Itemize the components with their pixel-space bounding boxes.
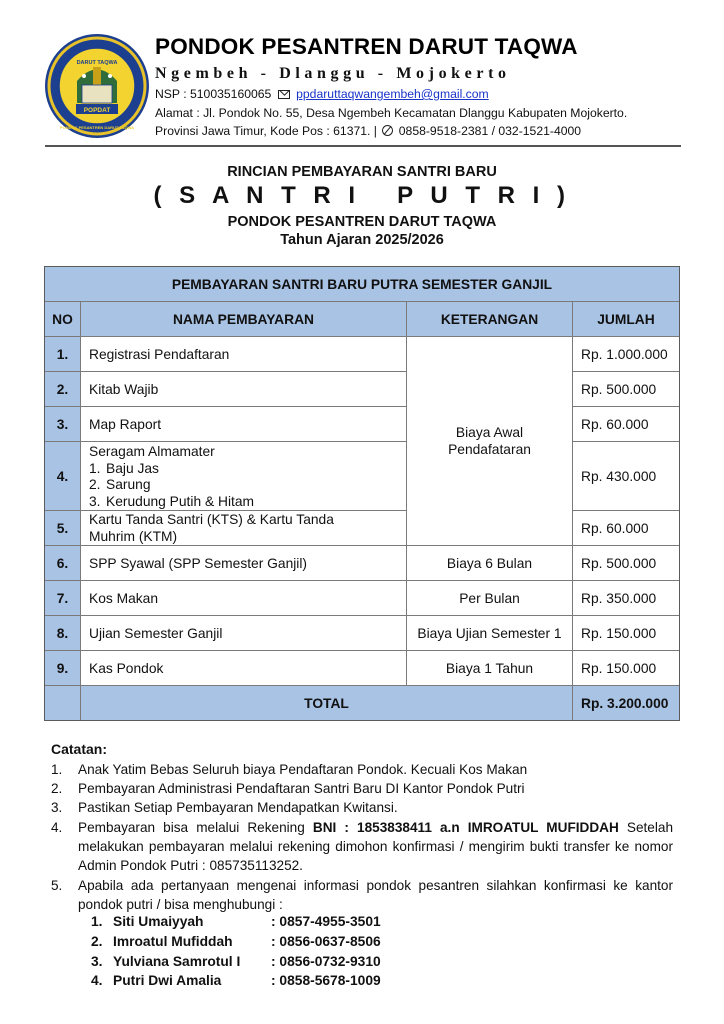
contact-person: 3. Yulviana Samrotul I : 0856-0732-9310: [91, 954, 381, 969]
row-name: Kartu Tanda Santri (KTS) & Kartu Tanda Muhrim (KTM): [81, 511, 407, 546]
doc-subtitle: ( S A N T R I P U T R I ): [153, 182, 571, 209]
row-number: 7.: [45, 581, 81, 616]
row-amount: Rp. 500.000: [573, 372, 679, 407]
notes-heading: Catatan:: [51, 741, 108, 757]
row-number: 9.: [45, 651, 81, 686]
row-name: Kos Makan: [81, 581, 407, 616]
table-banner: PEMBAYARAN SANTRI BARU PUTRA SEMESTER GANJIL: [45, 267, 679, 302]
row-note: Per Bulan: [407, 581, 573, 616]
institution-location: Ngembeh - Dlanggu - Mojokerto: [155, 65, 511, 82]
row-name: Kas Pondok: [81, 651, 407, 686]
merged-note-cell: Biaya Awal Pendafataran: [407, 337, 573, 546]
header-divider: [45, 145, 681, 147]
row-name: SPP Syawal (SPP Semester Ganjil): [81, 546, 407, 581]
row-amount: Rp. 430.000: [573, 442, 679, 511]
bank-account: BNI : 1853838411 a.n IMROATUL MUFIDDAH: [312, 820, 619, 835]
phone-numbers: 0858-9518-2381 / 032-1521-4000: [398, 124, 582, 138]
note-item: 1. Anak Yatim Bebas Seluruh biaya Pendaftaran Pondok. Kecuali Kos Makan: [51, 762, 528, 777]
note-item: 3. Pastikan Setiap Pembayaran Mendapatkan Kwitansi.: [51, 800, 398, 815]
row-amount: Rp. 150.000: [573, 616, 679, 651]
row-amount: Rp. 350.000: [573, 581, 679, 616]
total-amount: Rp. 3.200.000: [573, 686, 679, 720]
contact-person: 1. Siti Umaiyyah : 0857-4955-3501: [91, 914, 381, 929]
row-name: Registrasi Pendaftaran: [81, 337, 407, 372]
logo-top-text: DARUT TAQWA: [76, 60, 118, 66]
row-sub-item: 2. Sarung: [89, 477, 151, 492]
row-amount: Rp. 60.000: [573, 407, 679, 442]
total-label: TOTAL: [81, 686, 573, 720]
row-number: 8.: [45, 616, 81, 651]
logo-ring-text: PONDOK PESANTREN DARUT TAQWA: [59, 125, 135, 130]
row-number: 6.: [45, 546, 81, 581]
row-name: [81, 442, 407, 511]
nsp-number: NSP : 510035160065: [155, 87, 272, 101]
contact-line: [155, 87, 489, 101]
note-item: 2. Pembayaran Administrasi Pendaftaran Santri Baru DI Kantor Pondok Putri: [51, 781, 525, 796]
phone-icon: [382, 125, 393, 136]
province-line: [155, 124, 581, 138]
doc-academic-year: Tahun Ajaran 2025/2026: [280, 232, 444, 248]
row-note: Biaya Ujian Semester 1: [407, 616, 573, 651]
payment-table: [44, 266, 680, 721]
contact-person: 2. Imroatul Mufiddah : 0856-0637-8506: [91, 934, 381, 949]
row-amount: Rp. 500.000: [573, 546, 679, 581]
email-link[interactable]: ppdaruttaqwangembeh@gmail.com: [296, 87, 489, 101]
row-number: 5.: [45, 511, 81, 546]
pesantren-logo: [44, 33, 150, 139]
row-amount: Rp. 60.000: [573, 511, 679, 546]
row-sub-item: 1. Baju Jas: [89, 460, 159, 476]
province-text: Provinsi Jawa Timur, Kode Pos : 61371. |: [155, 124, 377, 138]
logo-banner-text: POPDAT: [83, 107, 111, 114]
note-item: 5. Apabila ada pertanyaan mengenai informasi pondok pesantren silahkan konfirmasi ke kantor pondok putri / bisa menghubungi :: [51, 878, 673, 912]
col-header-note: KETERANGAN: [407, 302, 573, 337]
row-sub-item: 3. Kerudung Putih & Hitam: [89, 493, 255, 509]
address-line: Alamat : Jl. Pondok No. 55, Desa Ngembeh Kecamatan Dlanggu Kabupaten Mojokerto.: [155, 106, 628, 120]
row-name-main: Seragam Almamater: [89, 444, 215, 459]
col-header-name: NAMA PEMBAYARAN: [81, 302, 407, 337]
envelope-icon: [278, 90, 290, 99]
note-item-bank: 4. Pembayaran bisa melalui Rekening BNI : 1853838411 a.n IMROATUL MUFIDDAH Setelah melakukan pembayaran melalui rekening dimohon konfirmasi / mengirim bukti transfer ke nomor Admin Pondok Putri : 085735113252.: [51, 820, 673, 873]
row-name: Ujian Semester Ganjil: [81, 616, 407, 651]
row-name: Map Raport: [81, 407, 407, 442]
row-note: Biaya 1 Tahun: [407, 651, 573, 686]
contact-person: 4. Putri Dwi Amalia : 0858-5678-1009: [91, 973, 381, 988]
doc-title: RINCIAN PEMBAYARAN SANTRI BARU: [227, 164, 497, 180]
row-number: 2.: [45, 372, 81, 407]
row-amount: Rp. 1.000.000: [573, 337, 679, 372]
row-amount: Rp. 150.000: [573, 651, 679, 686]
row-name: Kitab Wajib: [81, 372, 407, 407]
col-header-no: NO: [45, 302, 81, 337]
row-number: 4.: [45, 442, 81, 511]
row-number: 3.: [45, 407, 81, 442]
institution-name: PONDOK PESANTREN DARUT TAQWA: [155, 34, 578, 59]
doc-institution: PONDOK PESANTREN DARUT TAQWA: [227, 214, 497, 230]
col-header-amount: JUMLAH: [573, 302, 679, 337]
row-number: 1.: [45, 337, 81, 372]
total-spacer: [45, 686, 81, 720]
row-note: Biaya 6 Bulan: [407, 546, 573, 581]
